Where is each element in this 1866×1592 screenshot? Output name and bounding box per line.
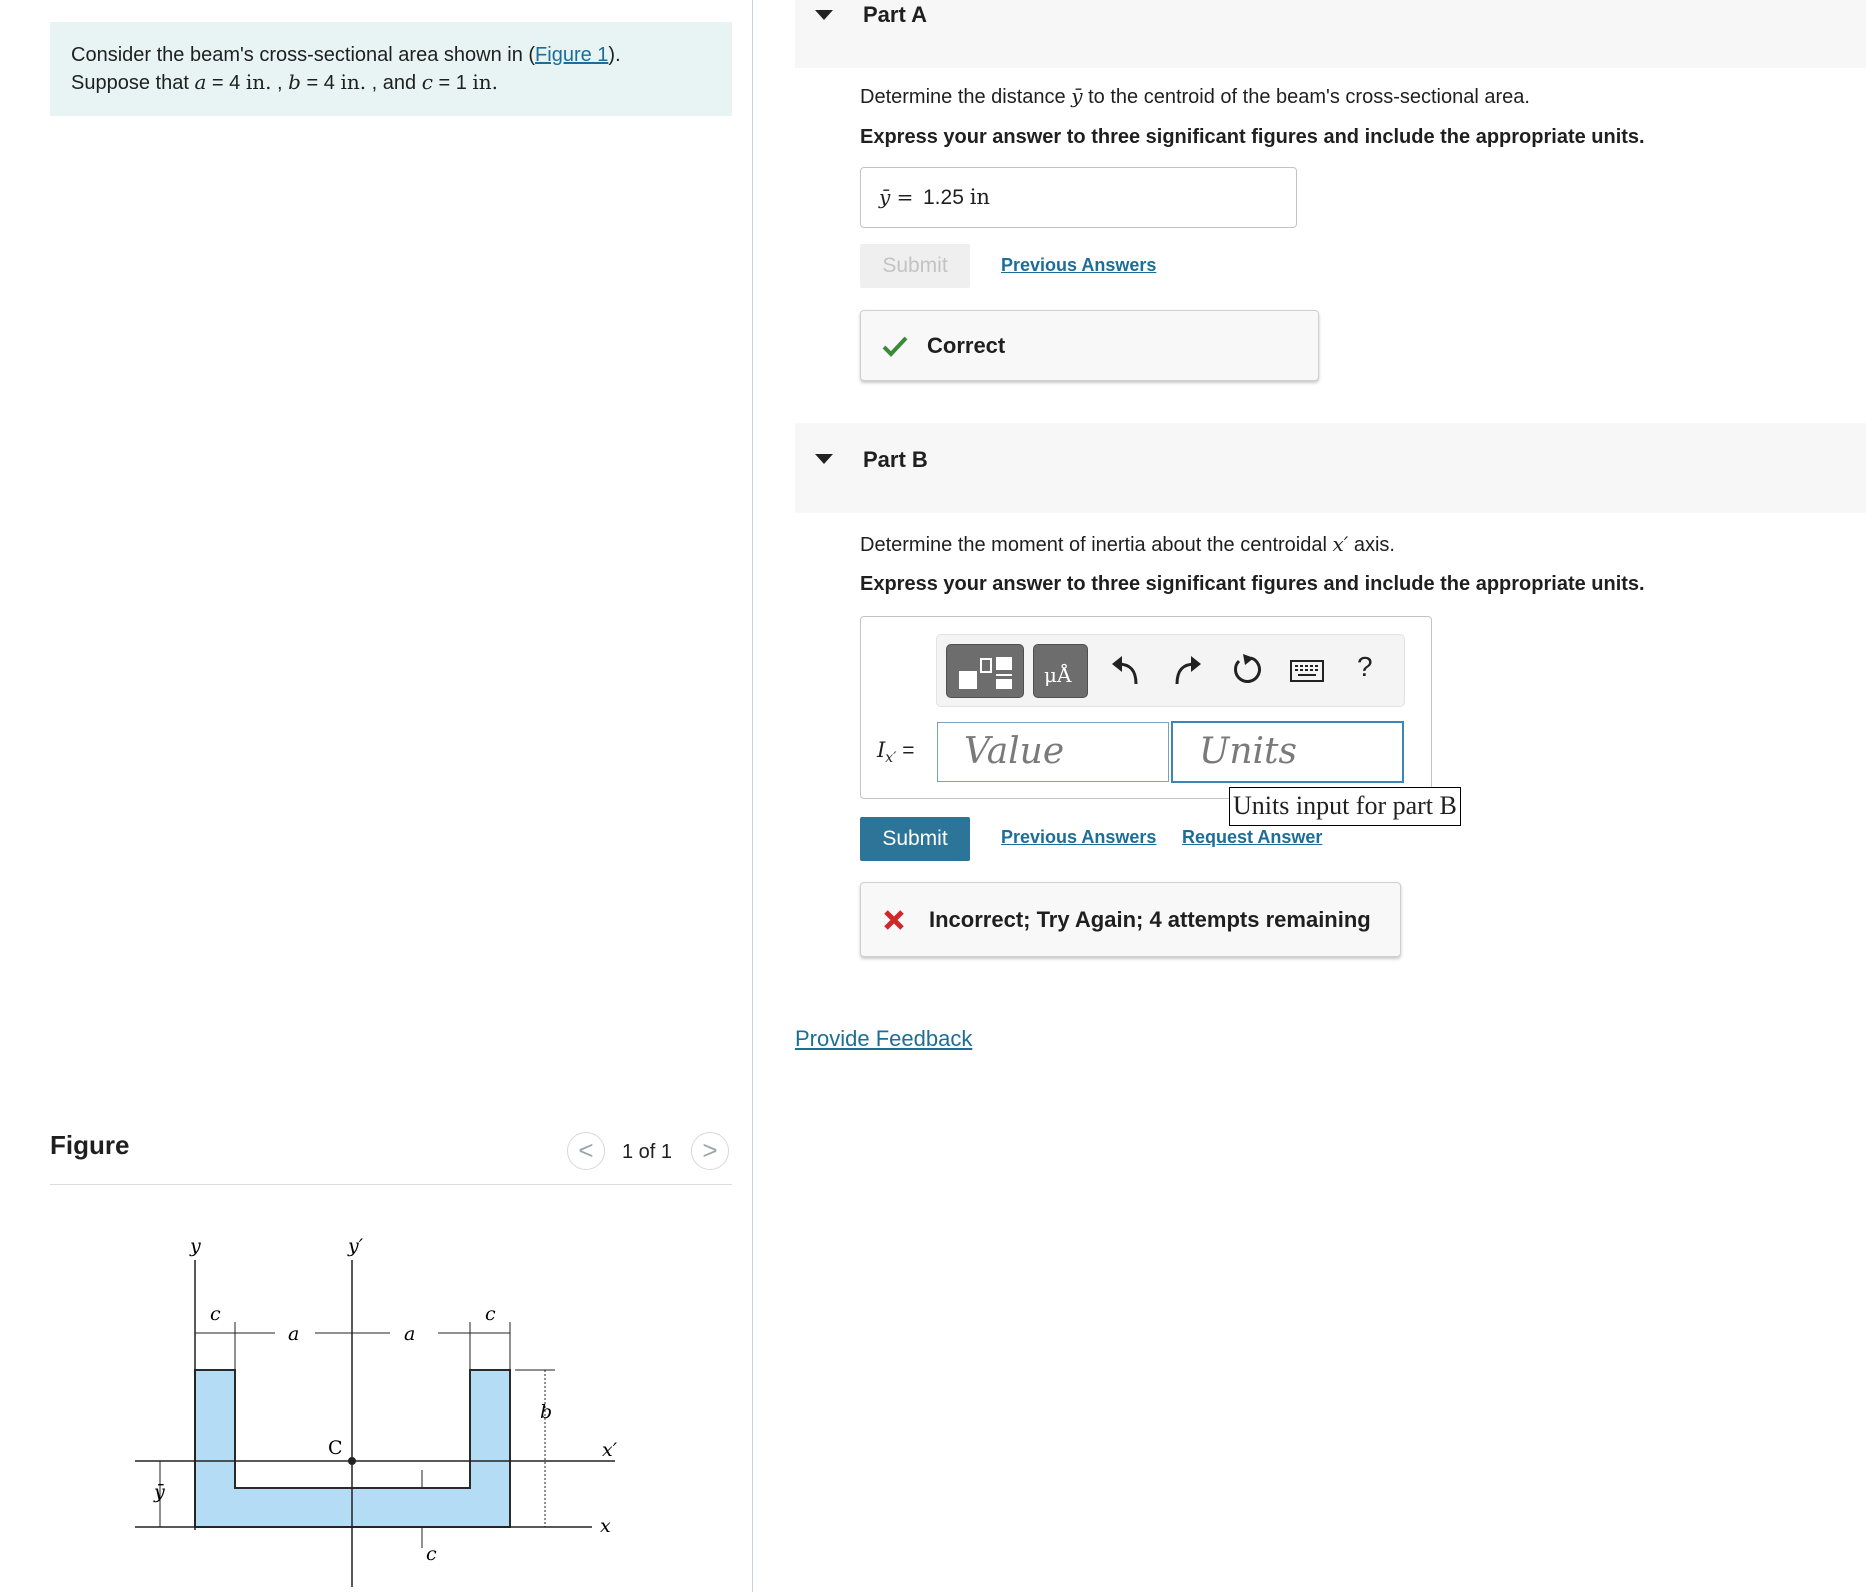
answer-number: 1.25 (923, 186, 964, 209)
units-tooltip: Units input for part B (1229, 787, 1461, 826)
problem-statement (50, 22, 732, 116)
part-a-submit-button: Submit (860, 244, 970, 288)
help-button[interactable]: ? (1357, 651, 1373, 682)
math-toolbar (936, 634, 1405, 707)
var-c: c (421, 70, 433, 94)
problem-line-2 (71, 69, 711, 97)
part-a-instruction: Express your answer to three significant figures and include the appropriate units. (860, 126, 1645, 148)
figure-pager-text: 1 of 1 (622, 1141, 673, 1163)
collapse-caret-icon[interactable] (815, 10, 833, 20)
part-b-title: Part B (863, 447, 928, 472)
request-answer-link[interactable]: Request Answer (1182, 827, 1323, 847)
part-b-header[interactable] (795, 423, 1866, 513)
figure-link[interactable]: Figure 1 (535, 44, 609, 66)
reset-icon[interactable] (1230, 652, 1264, 688)
label-b: b (540, 1401, 553, 1423)
feedback-text: Incorrect; Try Again; 4 attempts remaining (929, 907, 1371, 932)
label-x-prime: x′ (602, 1439, 618, 1461)
label-c-left: c (210, 1303, 221, 1325)
answer-unit: in (969, 185, 990, 209)
prev-figure-button[interactable]: < (567, 1132, 605, 1170)
x-mark-icon (883, 909, 905, 931)
undo-icon[interactable] (1110, 652, 1140, 688)
sep: , and (366, 72, 422, 94)
templates-button[interactable] (946, 644, 1024, 698)
label-equals: = (896, 739, 915, 762)
prompt-variable: ȳ (1071, 84, 1083, 108)
provide-feedback-link[interactable]: Provide Feedback (795, 1026, 973, 1051)
redo-icon[interactable] (1173, 652, 1203, 688)
label-a-right: a (404, 1323, 416, 1345)
answer-value (923, 185, 990, 210)
centroid-point (348, 1457, 356, 1465)
value-c: = 1 (432, 72, 473, 94)
unit-b: in. (340, 70, 367, 94)
label-c-bottom: c (426, 1543, 437, 1565)
prompt-text: Determine the distance (860, 86, 1072, 108)
part-a-feedback (860, 310, 1319, 381)
prompt-text: Determine the moment of inertia about the centroidal (860, 534, 1333, 556)
templates-icon (959, 657, 1013, 689)
value-b: = 4 (300, 72, 341, 94)
value-a: = 4 (206, 72, 246, 94)
value-input[interactable]: Value (937, 722, 1169, 782)
label-y-prime: y′ (348, 1235, 364, 1257)
answer-label: ȳ = (879, 185, 914, 209)
figure-title: Figure (50, 1130, 130, 1160)
label-a-left: a (288, 1323, 300, 1345)
figure-divider (50, 1184, 732, 1185)
unit-a: in. (245, 70, 272, 94)
label-ybar: ȳ (154, 1481, 165, 1503)
part-b-previous-answers-link[interactable]: Previous Answers (1001, 827, 1157, 847)
var-a: a (194, 70, 207, 94)
sep: , (271, 72, 289, 94)
part-b-instruction: Express your answer to three significant figures and include the appropriate units. (860, 573, 1645, 595)
prompt-text: to the centroid of the beam's cross-sectional area. (1082, 86, 1530, 108)
part-b-prompt (860, 532, 1395, 557)
part-b-feedback (860, 882, 1401, 957)
part-a-title: Part A (863, 2, 927, 27)
intro-suffix: ). (608, 44, 621, 66)
given-prefix: Suppose that (71, 72, 195, 94)
prompt-variable: x′ (1332, 532, 1349, 556)
label-c-right: c (485, 1303, 496, 1325)
label-centroid: C (328, 1437, 343, 1459)
answer-label (877, 738, 914, 766)
intro-text: Consider the beam's cross-sectional area shown in ( (71, 44, 536, 66)
prompt-text: axis. (1348, 534, 1395, 556)
label-main: I (877, 738, 886, 762)
feedback-text: Correct (927, 333, 1006, 358)
units-icon: μÅ (1044, 663, 1072, 687)
label-y: y (190, 1235, 201, 1257)
keyboard-icon[interactable] (1290, 660, 1324, 682)
part-b-submit-button[interactable]: Submit (860, 817, 970, 861)
check-icon (882, 335, 908, 357)
var-b: b (288, 70, 301, 94)
part-a-header[interactable] (795, 0, 1866, 68)
label-subscript: x′ (885, 750, 897, 767)
part-a-previous-answers-link[interactable]: Previous Answers (1001, 255, 1157, 275)
units-input[interactable]: Units (1171, 721, 1404, 783)
column-divider (752, 0, 753, 1592)
problem-line-1 (71, 42, 711, 69)
units-button[interactable] (1033, 644, 1088, 698)
part-a-prompt (860, 84, 1530, 109)
unit-c: in. (472, 70, 499, 94)
next-figure-button[interactable]: > (691, 1132, 729, 1170)
label-x: x (600, 1515, 611, 1537)
part-a-answer-box (860, 167, 1297, 228)
collapse-caret-icon[interactable] (815, 454, 833, 464)
beam-cross-section-figure (120, 1230, 640, 1592)
